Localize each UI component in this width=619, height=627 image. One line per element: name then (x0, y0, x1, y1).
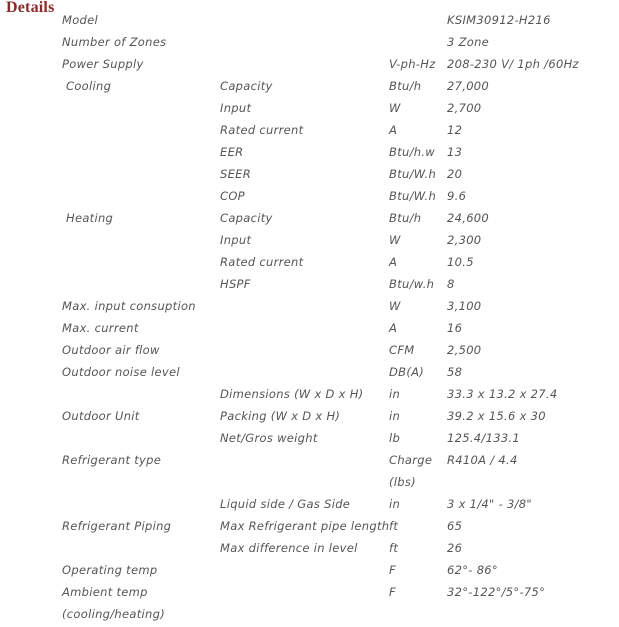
row-unit: A (389, 255, 398, 269)
row-unit: Btu/h (389, 79, 422, 93)
row-sublabel: Packing (W x D x H) (220, 409, 341, 423)
row-unit: A (389, 321, 398, 335)
spec-row-heating-input (56, 226, 616, 248)
spec-row-level-difference (56, 534, 616, 556)
row-label: Outdoor Unit (62, 409, 140, 423)
row-unit: W (389, 101, 401, 115)
row-value: 65 (447, 519, 463, 533)
row-sublabel: Input (220, 101, 252, 115)
row-sublabel: SEER (220, 167, 252, 181)
row-value: 33.3 x 13.2 x 27.4 (447, 387, 558, 401)
row-label: Max. current (62, 321, 139, 335)
row-label: Power Supply (62, 57, 144, 71)
row-value: 3,100 (447, 299, 482, 313)
row-label: Heating (66, 211, 114, 225)
row-unit: in (389, 387, 401, 401)
row-value: 12 (447, 123, 463, 137)
spec-row-cooling-capacity (56, 72, 616, 94)
spec-table (56, 6, 616, 622)
row-unit: in (389, 409, 401, 423)
spec-row-heating-current (56, 248, 616, 270)
row-unit: V-ph-Hz (389, 57, 436, 71)
row-sublabel: Liquid side / Gas Side (220, 497, 351, 511)
spec-row-noise-level (56, 358, 616, 380)
spec-row-zones (56, 28, 616, 50)
row-label: Outdoor air flow (62, 343, 160, 357)
row-unit: F (389, 585, 396, 599)
spec-row-air-flow (56, 336, 616, 358)
spec-row-operating-temp (56, 556, 616, 578)
row-unit: ft (389, 541, 399, 555)
row-unit-continued: (lbs) (389, 475, 416, 489)
row-label: Refrigerant type (62, 453, 162, 467)
spec-row-cooling-input (56, 94, 616, 116)
spec-row-heating-capacity (56, 204, 616, 226)
details-title: Details (6, 0, 55, 16)
row-value: 9.6 (447, 189, 467, 203)
row-sublabel: Net/Gros weight (220, 431, 318, 445)
spec-row-weight (56, 424, 616, 446)
spec-row-cooling-current (56, 116, 616, 138)
row-value: 16 (447, 321, 463, 335)
row-sublabel: EER (220, 145, 244, 159)
spec-row-eer (56, 138, 616, 160)
row-label-continued: (cooling/heating) (62, 607, 166, 621)
row-unit: W (389, 299, 401, 313)
row-value: 13 (447, 145, 463, 159)
row-unit: DB(A) (389, 365, 425, 379)
spec-row-liquid-gas-side (56, 490, 616, 512)
row-label: Ambient temp (62, 585, 148, 599)
row-value: 2,500 (447, 343, 482, 357)
row-sublabel: Dimensions (W x D x H) (220, 387, 364, 401)
row-value: KSIM30912-H216 (447, 13, 551, 27)
spec-row-hspf (56, 270, 616, 292)
row-value: 8 (447, 277, 455, 291)
spec-row-model (56, 6, 616, 28)
row-label: Outdoor noise level (62, 365, 180, 379)
row-label: Number of Zones (62, 35, 167, 49)
row-value: 208-230 V/ 1ph /60Hz (447, 57, 579, 71)
spec-row-seer (56, 160, 616, 182)
row-unit: in (389, 497, 401, 511)
row-label: Max. input consuption (62, 299, 196, 313)
spec-row-max-input (56, 292, 616, 314)
row-value: 20 (447, 167, 463, 181)
row-unit: Btu/W.h (389, 167, 437, 181)
spec-row-ambient-temp (56, 578, 616, 622)
row-sublabel: Max difference in level (220, 541, 358, 555)
row-label: Operating temp (62, 563, 158, 577)
row-unit: Btu/h (389, 211, 422, 225)
row-value: 2,700 (447, 101, 482, 115)
row-unit: Btu/h.w (389, 145, 436, 159)
row-value: 24,600 (447, 211, 490, 225)
row-unit: F (389, 563, 396, 577)
spec-row-packing (56, 402, 616, 424)
row-unit: ft (389, 519, 399, 533)
row-unit: Btu/W.h (389, 189, 437, 203)
row-unit: A (389, 123, 398, 137)
spec-row-cop (56, 182, 616, 204)
row-value: R410A / 4.4 (447, 453, 518, 467)
row-label: Cooling (66, 79, 112, 93)
row-value: 27,000 (447, 79, 490, 93)
row-value: 3 Zone (447, 35, 490, 49)
row-sublabel: HSPF (220, 277, 251, 291)
row-sublabel: Capacity (220, 211, 273, 225)
row-unit: W (389, 233, 401, 247)
row-value: 58 (447, 365, 463, 379)
spec-row-max-current (56, 314, 616, 336)
row-value: 39.2 x 15.6 x 30 (447, 409, 546, 423)
row-value: 125.4/133.1 (447, 431, 521, 445)
spec-row-dimensions (56, 380, 616, 402)
row-sublabel: Rated current (220, 255, 304, 269)
spec-row-power-supply (56, 50, 616, 72)
row-value: 26 (447, 541, 463, 555)
row-label: Model (62, 13, 99, 27)
row-unit: lb (389, 431, 401, 445)
spec-row-refrigerant-type (56, 446, 616, 490)
row-sublabel: Input (220, 233, 252, 247)
row-sublabel: Max Refrigerant pipe length (220, 519, 390, 533)
row-unit: CFM (389, 343, 415, 357)
row-value: 10.5 (447, 255, 474, 269)
row-value: 62°- 86° (447, 563, 498, 577)
spec-row-pipe-length (56, 512, 616, 534)
row-unit: Btu/w.h (389, 277, 435, 291)
row-value: 2,300 (447, 233, 482, 247)
row-sublabel: COP (220, 189, 245, 203)
row-value: 32°-122°/5°-75° (447, 585, 546, 599)
row-sublabel: Capacity (220, 79, 273, 93)
row-label: Refrigerant Piping (62, 519, 172, 533)
row-unit: Charge (389, 453, 433, 467)
row-value: 3 x 1/4" - 3/8" (447, 497, 532, 511)
row-sublabel: Rated current (220, 123, 304, 137)
